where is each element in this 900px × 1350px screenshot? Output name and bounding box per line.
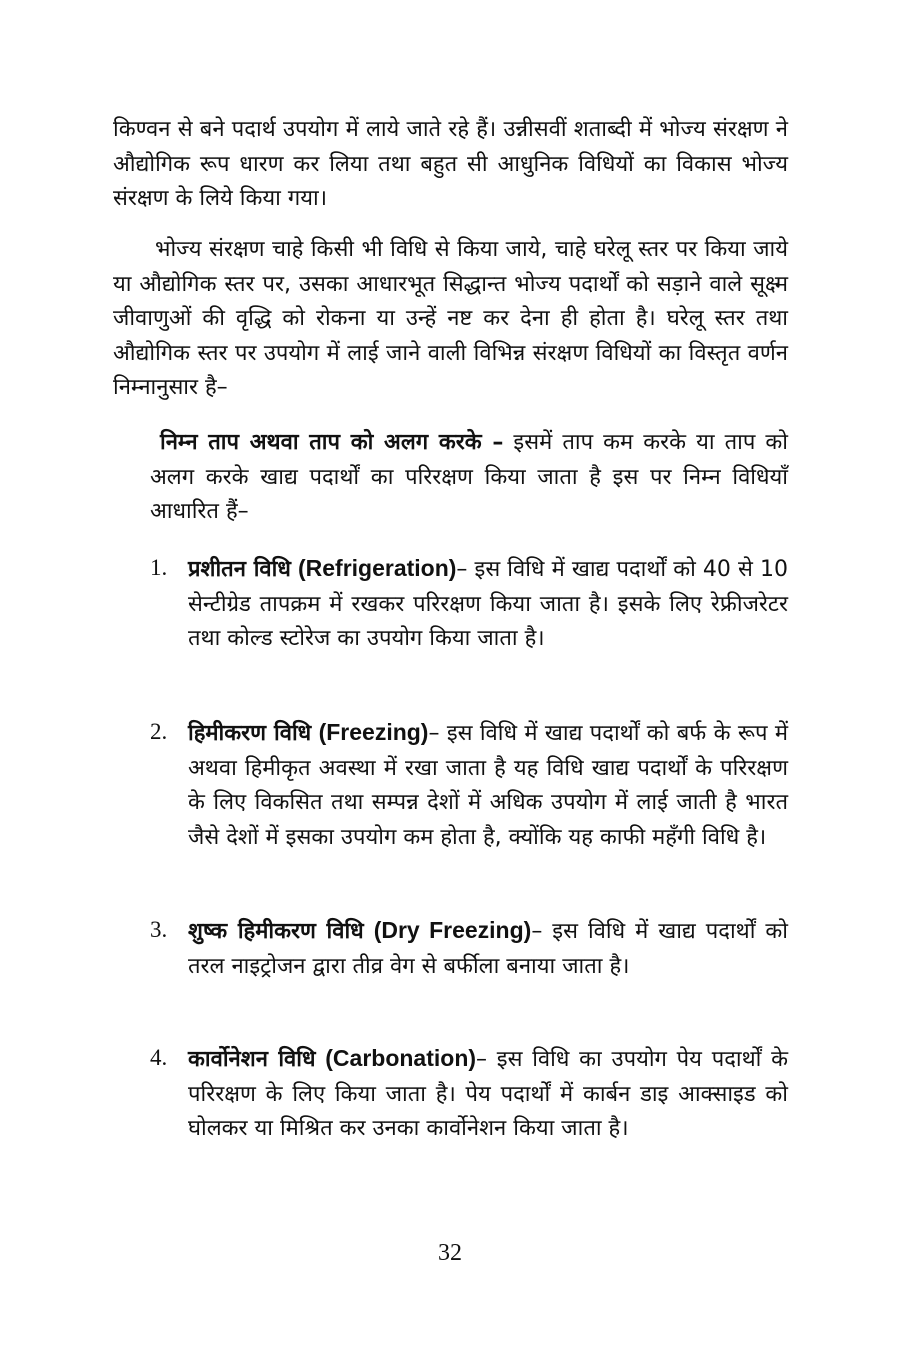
intro-paragraph: किण्वन से बने पदार्थ उपयोग में लाये जाते रहे हैं। उन्नीसवीं शताब्दी में भोज्य संरक्षण ने औद्योगिक रूप धारण कर लिया तथा बहुत सी आधुनिक विधियों का विकास भोज्य संरक्षण के लिये किया गया। bbox=[113, 117, 788, 211]
item-title-hindi: कार्वोनेशन विधि bbox=[188, 1047, 316, 1072]
list-number: 1. bbox=[150, 555, 168, 580]
item-text: – इस विधि में खाद्य पदार्थों को तरल नाइट्रोजन द्वारा तीव्र वेग से बर्फीला बनाया जाता है। bbox=[188, 919, 788, 979]
list-number: 2. bbox=[150, 719, 168, 744]
list-number: 4. bbox=[150, 1045, 168, 1070]
list-item-dry-freezing bbox=[150, 913, 788, 984]
item-text: – इस विधि का उपयोग पेय पदार्थों के परिरक्षण के लिए किया जाता है। पेय पदार्थों में कार्बन डाइ आक्साइड को घोलकर या मिश्रित कर उनका कार्वोनेशन किया जाता है। bbox=[188, 1047, 788, 1141]
item-title-hindi: शुष्क हिमीकरण विधि bbox=[188, 919, 364, 944]
list-item-carbonation bbox=[150, 1041, 788, 1147]
list-item-freezing bbox=[150, 715, 788, 855]
list-number: 3. bbox=[150, 917, 168, 942]
page-number: 32 bbox=[438, 1240, 462, 1266]
item-title-english: (Refrigeration) bbox=[297, 555, 457, 581]
item-text: – इस विधि में खाद्य पदार्थों को 40 से 10 सेन्टीग्रेड तापक्रम में रखकर परिरक्षण किया जाता है। इसके लिए रेफ्रीजरेटर तथा कोल्ड स्टोरेज का उपयोग किया जाता है। bbox=[188, 557, 788, 651]
item-title-english: (Dry Freezing) bbox=[373, 917, 532, 943]
item-text: – इस विधि में खाद्य पदार्थों को बर्फ के रूप में अथवा हिमीकृत अवस्था में रखा जाता है यह विधि खाद्य पदार्थों के परिरक्षण के लिए विकसित तथा सम्पन्न देशों में अधिक उपयोग में लाई जाती है भारत जैसे देशों में इसका उपयोग कम होता है, क्योंकि यह काफी महँगी विधि है। bbox=[188, 721, 788, 850]
item-title-hindi: हिमीकरण विधि bbox=[188, 721, 312, 746]
item-title-english: (Freezing) bbox=[318, 719, 429, 745]
section-text: इसमें ताप कम करके या ताप को अलग करके खाद्य पदार्थों का परिरक्षण किया जाता है इस पर निम्न विधियाँ आधारित हैं– bbox=[150, 430, 788, 524]
item-title-english: (Carbonation) bbox=[325, 1045, 477, 1071]
section-heading: निम्न ताप अथवा ताप को अलग करके – bbox=[160, 430, 504, 455]
list-item-refrigeration bbox=[150, 551, 788, 657]
section-low-temperature bbox=[150, 426, 788, 530]
item-title-hindi: प्रशीतन विधि bbox=[188, 557, 291, 582]
principle-paragraph: भोज्य संरक्षण चाहे किसी भी विधि से किया जाये, चाहे घरेलू स्तर पर किया जाये या औद्योगिक स्तर पर, उसका आधारभूत सिद्धान्त भोज्य पदार्थों को सड़ाने वाले सूक्ष्म जीवाणुओं की वृद्धि को रोकना या उन्हें नष्ट कर देना ही होता है। घरेलू स्तर तथा औद्योगिक स्तर पर उपयोग में लाई जाने वाली विभिन्न संरक्षण विधियों का विस्तृत वर्णन निम्नानुसार है– bbox=[113, 237, 788, 400]
